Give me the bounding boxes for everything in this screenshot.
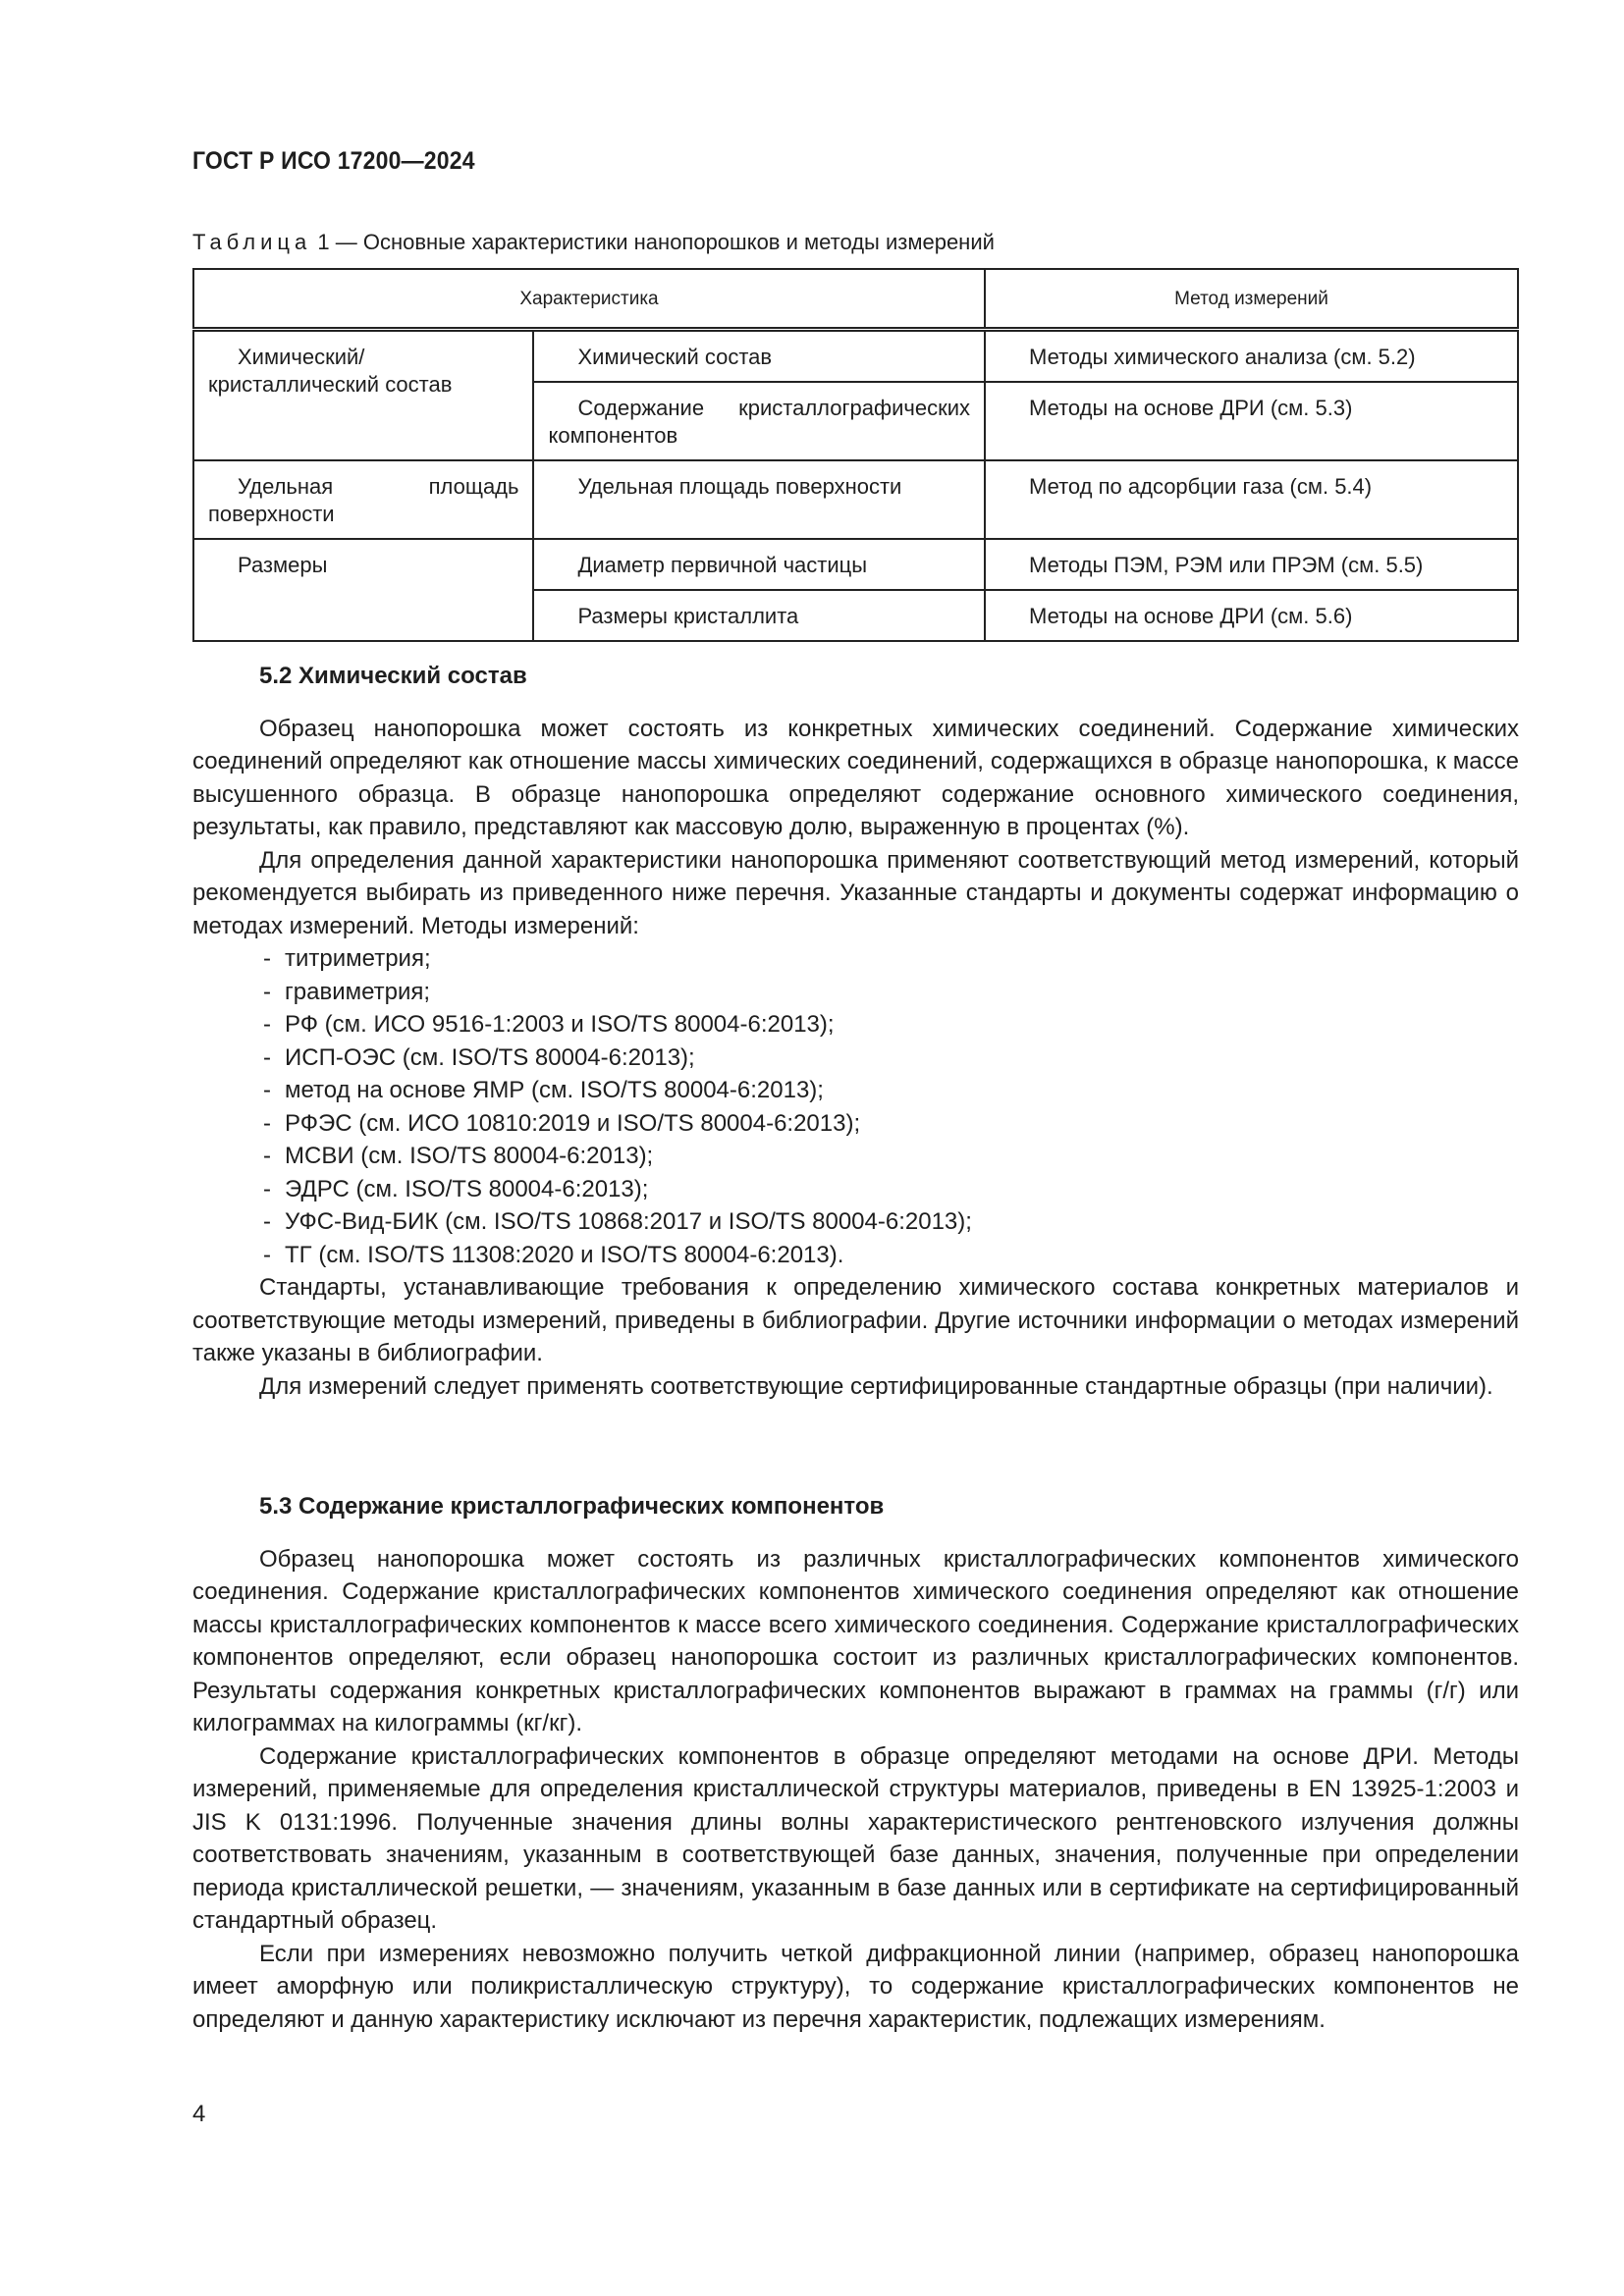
- method-cell: Метод по адсорбции газа (см. 5.4): [985, 460, 1518, 539]
- page-number: 4: [192, 2101, 206, 2127]
- method-cell: Методы химического анализа (см. 5.2): [985, 330, 1518, 383]
- paragraph: Образец нанопорошка может состоять из конкретных химических соединений. Содержание химических соединений определяют как отношение массы химических соединений, содержащихся в образце нанопорошка, к массе высушенного образца. В образце нанопорошка определяют содержание основного химического соединения, результаты, как правило, представляют как массовую долю, выраженную в процентах (%).: [192, 715, 1519, 840]
- characteristic-cell: Содержание кристаллографических компонентов: [533, 382, 985, 460]
- characteristic-cell: Размеры кристаллита: [533, 590, 985, 641]
- header-method: Метод измерений: [985, 269, 1518, 330]
- paragraph: Образец нанопорошка может состоять из различных кристаллографических компонентов химического соединения. Содержание кристаллографических компонентов химического соединения определяют как отношение массы кристаллографических компонентов к массе всего химического соединения. Содержание кристаллографических компонентов определяют, если образец нанопорошка состоит из различных кристаллографических компонентов. Результаты содержания конкретных кристаллографических компонентов выражают в граммах на граммы (г/г) или килограммах на килограммы (кг/кг).: [192, 1545, 1519, 1736]
- table-caption-text: 1 — Основные характеристики нанопорошков и методы измерений: [317, 230, 995, 254]
- paragraph: Для определения данной характеристики нанопорошка применяют соответствующий метод измерений, который рекомендуется выбирать из приведенного ниже перечня. Указанные стандарты и документы содержат информацию о методах измерений. Методы измерений:: [192, 846, 1519, 939]
- method-cell: Методы ПЭМ, РЭМ или ПРЭМ (см. 5.5): [985, 539, 1518, 590]
- characteristics-table: [192, 268, 1519, 642]
- category-cell: Размеры: [193, 539, 533, 641]
- table-row: [193, 330, 1518, 383]
- method-cell: Методы на основе ДРИ (см. 5.6): [985, 590, 1518, 641]
- section-title: 5.3 Содержание кристаллографических компонентов: [259, 1493, 885, 1520]
- methods-list: [192, 942, 1519, 1271]
- header-characteristic: Характеристика: [193, 269, 985, 330]
- list-item: - МСВИ (см. ISO/TS 80004-6:2013);: [263, 1143, 654, 1169]
- list-item: - ИСП-ОЭС (см. ISO/TS 80004-6:2013);: [263, 1043, 695, 1071]
- characteristic-cell: Диаметр первичной частицы: [533, 539, 985, 590]
- document-header: ГОСТ Р ИСО 17200—2024: [192, 147, 475, 175]
- section-5-3: [192, 1490, 1519, 2036]
- list-item: - РФ (см. ИСО 9516-1:2003 и ISO/TS 80004-6:2013);: [263, 1011, 835, 1038]
- characteristic-cell: Удельная площадь поверхности: [533, 460, 985, 539]
- list-item: - ТГ (см. ISO/TS 11308:2020 и ISO/TS 80004-6:2013).: [263, 1241, 844, 1268]
- list-item: - титриметрия;: [263, 945, 431, 972]
- method-cell: Методы на основе ДРИ (см. 5.3): [985, 382, 1518, 460]
- paragraph: Если при измерениях невозможно получить четкой дифракционной линии (например, образец нанопорошка имеет аморфную или поликристаллическую структуру), то содержание кристаллографических компонентов не определяют и данную характеристику исключают из перечня характеристик, подлежащих измерениям.: [192, 1940, 1519, 2033]
- list-item: - гравиметрия;: [263, 978, 431, 1005]
- list-item: - ЭДРС (см. ISO/TS 80004-6:2013);: [263, 1175, 649, 1202]
- section-title: 5.2 Химический состав: [259, 663, 527, 689]
- table-row: [193, 539, 1518, 590]
- list-item: - метод на основе ЯМР (см. ISO/TS 80004-6:2013);: [263, 1077, 824, 1103]
- table-caption: [192, 230, 995, 255]
- paragraph: Стандарты, устанавливающие требования к определению химического состава конкретных материалов и соответствующие методы измерений, приведены в библиографии. Другие источники информации о методах измерений также указаны в библиографии.: [192, 1274, 1519, 1366]
- category-cell: Удельная площадь поверхности: [193, 460, 533, 539]
- paragraph: Для измерений следует применять соответствующие сертифицированные стандартные образцы (при наличии).: [259, 1372, 1493, 1400]
- table-header-row: [193, 269, 1518, 330]
- characteristic-cell: Химический состав: [533, 330, 985, 383]
- table-caption-prefix: Таблица: [192, 230, 312, 254]
- section-5-2: [192, 660, 1519, 1403]
- category-cell: Химический/кристаллический состав: [193, 330, 533, 461]
- table-row: [193, 460, 1518, 539]
- list-item: - РФЭС (см. ИСО 10810:2019 и ISO/TS 80004-6:2013);: [263, 1109, 861, 1137]
- paragraph: Содержание кристаллографических компонентов в образце определяют методами на основе ДРИ. Методы измерений, применяемые для определения кристаллической структуры материалов, приведены в EN 13925-1:2003 и JIS K 0131:1996. Полученные значения длины волны характеристического рентгеновского излучения должны соответствовать значениям, указанным в соответствующей базе данных, значения, полученные при определении периода кристаллической решетки, — значениям, указанным в базе данных или в сертификате на сертифицированный стандартный образец.: [192, 1742, 1519, 1934]
- list-item: - УФС-Вид-БИК (см. ISO/TS 10868:2017 и ISO/TS 80004-6:2013);: [263, 1208, 972, 1235]
